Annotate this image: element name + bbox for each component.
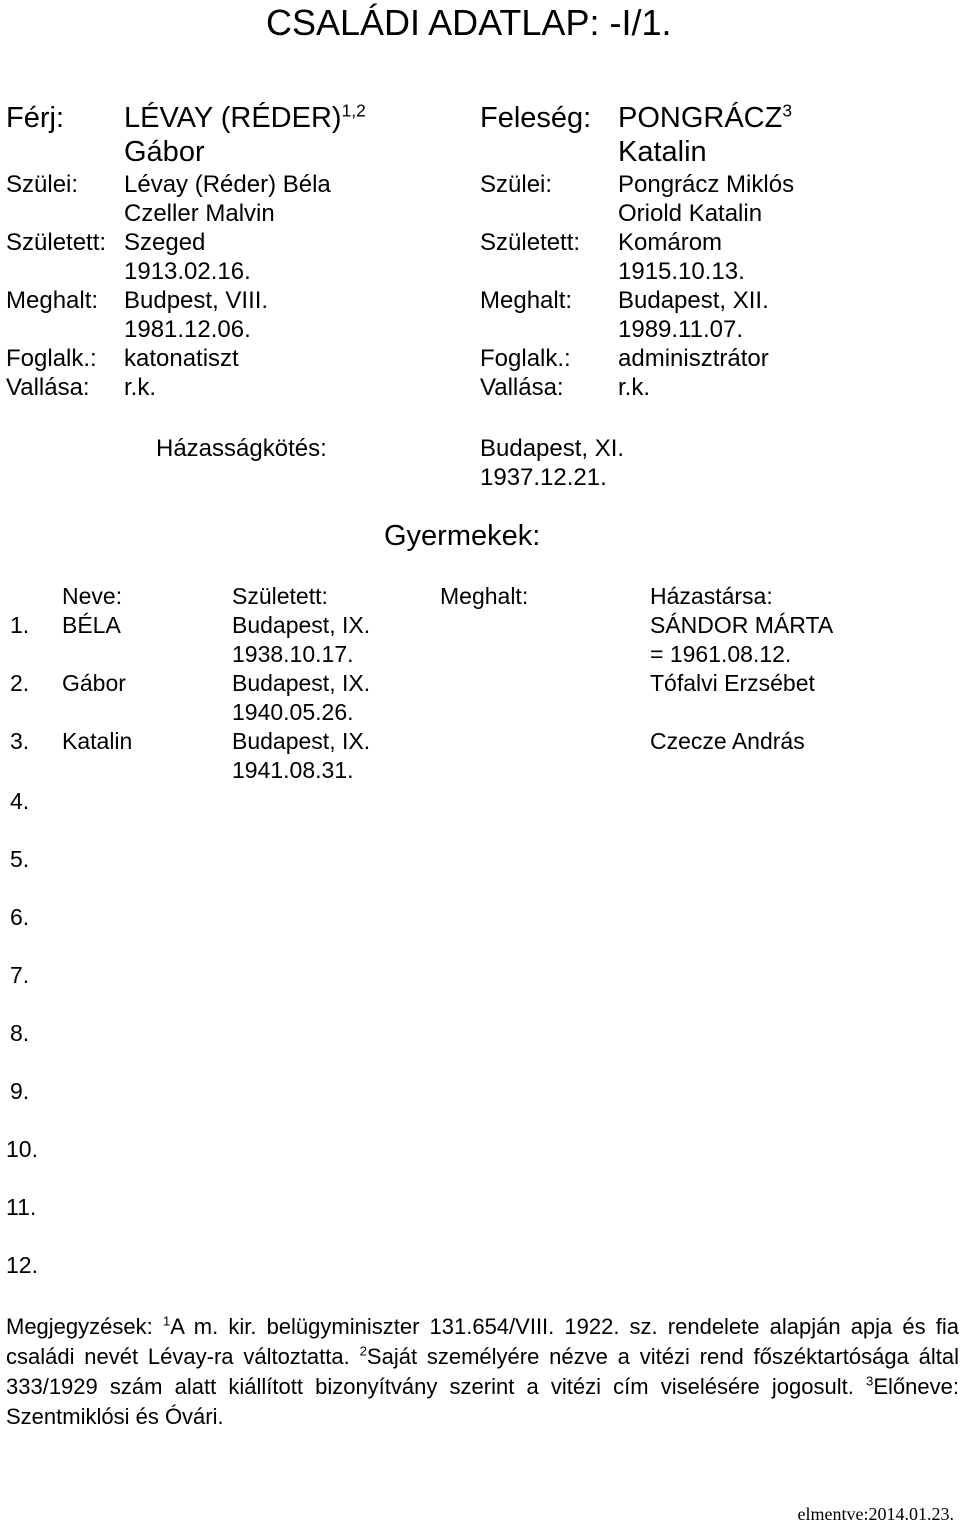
child-born-place: Budapest, IX.: [232, 670, 371, 696]
footnote-1-text: A m. kir. belügyminiszter 131.654/VIII. 1922. sz. rendelete alapján apja és fia családi nevét Lévay-ra változtatta.: [6, 1314, 959, 1369]
husband-name-text: LÉVAY (RÉDER): [124, 102, 342, 134]
marriage-date: 1937.12.21.: [480, 464, 607, 491]
husband-mother: Czeller Malvin: [124, 200, 275, 227]
husband-religion-label: Vallása:: [6, 374, 90, 401]
wife-born-place: Komárom: [618, 229, 723, 256]
child-spouse: Czecze András: [650, 728, 805, 754]
notes-paragraph: [6, 1312, 959, 1432]
empty-row-number: 12.: [6, 1252, 38, 1278]
wife-name: [618, 102, 792, 135]
footnote-2-marker: 2: [359, 1343, 367, 1359]
empty-row-number: 7.: [10, 962, 30, 988]
page-title: CSALÁDI ADATLAP: -I/1.: [266, 2, 672, 43]
child-spouse: SÁNDOR MÁRTA: [650, 612, 834, 638]
footnote-3-marker: 3: [866, 1373, 874, 1389]
wife-born-label: Született:: [480, 229, 581, 256]
footnote-2-text: Saját személyére nézve a vitézi rend főszéktartósága által 333/1929 szám alatt kiállított bizonyítvány szerint a vitézi cím viselésére jogosult.: [6, 1344, 959, 1399]
child-born-date: 1941.08.31.: [232, 757, 354, 783]
husband-occupation-label: Foglalk.:: [6, 345, 97, 372]
husband-first-name: Gábor: [124, 136, 205, 168]
child-spouse-date: = 1961.08.12.: [650, 641, 792, 667]
wife-name-text: PONGRÁCZ: [618, 102, 783, 134]
col-header-name: Neve:: [62, 583, 123, 609]
wife-died-label: Meghalt:: [480, 287, 573, 314]
col-header-died: Meghalt:: [440, 583, 529, 609]
marriage-label: Házasságkötés:: [156, 435, 327, 462]
husband-label: Férj:: [6, 102, 64, 134]
husband-religion: r.k.: [124, 374, 157, 401]
husband-occupation: katonatiszt: [124, 345, 239, 372]
husband-father: Lévay (Réder) Béla: [124, 171, 331, 198]
child-born-place: Budapest, IX.: [232, 728, 371, 754]
empty-row-number: 11.: [6, 1194, 37, 1220]
empty-row-number: 10.: [6, 1136, 38, 1162]
notes-label: Megjegyzések:: [6, 1314, 153, 1339]
wife-occupation: adminisztrátor: [618, 345, 769, 372]
wife-died-date: 1989.11.07.: [618, 316, 744, 343]
saved-date: elmentve:2014.01.23.: [797, 1504, 954, 1524]
child-born-place: Budapest, IX.: [232, 612, 371, 638]
child-number: 2.: [10, 670, 30, 696]
wife-name-footnote: 3: [782, 100, 793, 121]
empty-row-number: 5.: [10, 846, 30, 872]
husband-name-footnote: 1,2: [341, 100, 366, 121]
wife-father: Pongrácz Miklós: [618, 171, 795, 198]
empty-row-number: 4.: [10, 788, 30, 814]
husband-born-place: Szeged: [124, 229, 206, 256]
husband-name: [124, 102, 366, 135]
wife-born-date: 1915.10.13.: [618, 258, 745, 285]
husband-parents-label: Szülei:: [6, 171, 79, 198]
wife-religion: r.k.: [618, 374, 651, 401]
wife-label: Feleség:: [480, 102, 592, 134]
child-number: 1.: [10, 612, 30, 638]
children-heading: Gyermekek:: [384, 520, 541, 552]
husband-died-place: Budpest, VIII.: [124, 287, 269, 314]
wife-first-name: Katalin: [618, 136, 707, 168]
col-header-spouse: Házastársa:: [650, 583, 773, 609]
col-header-born: Született:: [232, 583, 328, 609]
child-name: BÉLA: [62, 612, 121, 638]
marriage-place: Budapest, XI.: [480, 435, 625, 462]
empty-row-number: 9.: [10, 1078, 30, 1104]
empty-row-number: 8.: [10, 1020, 30, 1046]
child-born-date: 1940.05.26.: [232, 699, 354, 725]
child-name: Gábor: [62, 670, 126, 696]
husband-died-label: Meghalt:: [6, 287, 99, 314]
wife-mother: Oriold Katalin: [618, 200, 763, 227]
empty-row-number: 6.: [10, 904, 30, 930]
wife-parents-label: Szülei:: [480, 171, 553, 198]
husband-died-date: 1981.12.06.: [124, 316, 251, 343]
husband-born-label: Született:: [6, 229, 107, 256]
husband-born-date: 1913.02.16.: [124, 258, 251, 285]
wife-died-place: Budapest, XII.: [618, 287, 769, 314]
wife-occupation-label: Foglalk.:: [480, 345, 571, 372]
child-number: 3.: [10, 728, 30, 754]
footnote-3-text: Előneve: Szentmiklósi és Óvári.: [6, 1374, 959, 1429]
child-born-date: 1938.10.17.: [232, 641, 354, 667]
footnote-1-marker: 1: [162, 1313, 171, 1329]
child-spouse: Tófalvi Erzsébet: [650, 670, 815, 696]
wife-religion-label: Vallása:: [480, 374, 564, 401]
child-name: Katalin: [62, 728, 133, 754]
